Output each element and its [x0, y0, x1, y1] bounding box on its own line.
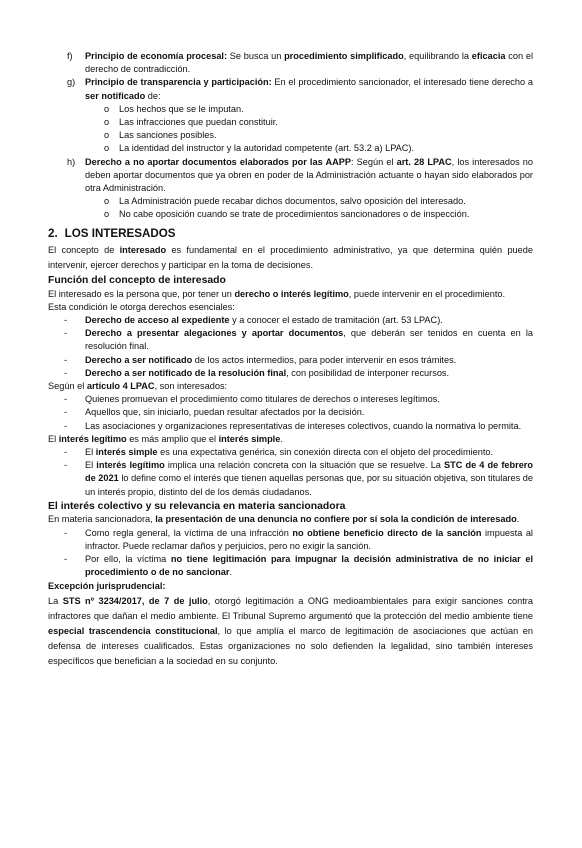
bullet-symbol: o: [104, 209, 110, 220]
dash-item: [48, 553, 533, 579]
text: es una expectativa genérica, sin conexión directa con el objeto del procedimiento.: [157, 446, 494, 457]
principle-title: Principio de transparencia y participación:: [85, 77, 272, 88]
dash-symbol: -: [64, 394, 68, 405]
section-number: 2.: [48, 226, 58, 240]
principle-f: [48, 50, 533, 76]
text: Por ello, la víctima: [85, 553, 171, 564]
bullet-symbol: o: [104, 196, 110, 207]
text: El: [85, 446, 96, 457]
text: , otorgó legitimación a ONG medioambientales para exigir sanciones contra infractores que dañan el medio ambiente. El Tribunal Supremo argumentó que la protección del medio ambiente tiene: [48, 595, 533, 621]
sub-bullet-text: La Administración puede recabar dichos documentos, salvo oposición del interesado.: [119, 196, 466, 207]
text: , que deberán ser tenidos en cuenta en la resolución final.: [85, 328, 533, 352]
section-intro: [48, 243, 533, 273]
text: es fundamental en el procedimiento administrativo, ya que determina quién puede intervenir, ejercer derechos y participar en la toma de decisiones.: [48, 244, 533, 270]
bold-text: Derecho de acceso al expediente: [85, 314, 230, 325]
sub-bullet: [48, 103, 533, 116]
text: con el derecho de contradicción.: [85, 51, 533, 75]
sub-bullet-text: Las infracciones que puedan constituir.: [119, 117, 278, 128]
bold-text: interés legítimo: [58, 433, 127, 444]
paragraph: Esta condición le otorga derechos esenciales:: [48, 301, 235, 312]
bold-text: interesado: [119, 244, 167, 255]
dash-item: [48, 459, 533, 499]
text: El: [85, 460, 97, 471]
dash-item: [48, 327, 533, 353]
dash-symbol: -: [64, 527, 68, 538]
text: El concepto de: [48, 244, 120, 255]
text: La: [48, 595, 63, 606]
principle-h: [48, 156, 533, 196]
text: En el procedimiento sancionador, el interesado tiene derecho a: [271, 77, 533, 88]
dash-symbol: -: [64, 420, 68, 431]
sub-bullet: [48, 129, 533, 142]
principle-g: [48, 76, 533, 102]
text: En materia sancionadora,: [48, 514, 156, 525]
dash-symbol: -: [64, 314, 68, 325]
list-label: h): [67, 156, 76, 167]
sub-bullet-text: Los hechos que se le imputan.: [119, 103, 244, 114]
text: , son interesados:: [154, 380, 228, 391]
bold-text: Derecho a ser notificado: [85, 354, 193, 365]
text: El: [48, 433, 59, 444]
text: Según el: [48, 380, 87, 391]
bold-text: interés simple: [95, 446, 158, 457]
bullet-symbol: o: [104, 130, 110, 141]
text: lo define como el interés que tienen aquellas personas que, por su situación objetiva, son titulares de un interés propio, distinto del de los demás ciudadanos.: [85, 473, 533, 497]
section-title: LOS INTERESADOS: [64, 226, 176, 240]
text: Las asociaciones y organizaciones representativas de intereses colectivos, cuando la normativa lo permita.: [85, 420, 522, 431]
bold-text: eficacia: [471, 51, 506, 61]
bullet-symbol: o: [104, 117, 110, 128]
dash-item: [48, 367, 533, 380]
bold-text: no tiene legitimación para impugnar la decisión administrativa de no iniciar el procedimiento o de no sancionar: [85, 553, 533, 578]
text: impuesta al infractor. Puede reclamar daños y perjuicios, pero no exigir la sanción.: [85, 527, 533, 551]
text: , puede intervenir en el procedimiento.: [348, 288, 506, 299]
bold-text: art. 28 LPAC: [396, 156, 452, 167]
text: .: [229, 567, 233, 578]
dash-symbol: -: [64, 446, 68, 457]
dash-item: [48, 527, 533, 553]
text: Aquellos que, sin iniciarlo, puedan resultar afectados por la decisión.: [85, 407, 365, 418]
text: , con posibilidad de interponer recursos.: [286, 367, 450, 378]
principle-title: Derecho a no aportar documentos elaborados por las AAPP: [85, 156, 351, 167]
bold-text: STS nº 3234/2017, de 7 de julio: [62, 595, 208, 606]
bullet-symbol: o: [104, 103, 110, 114]
paragraph: [48, 594, 533, 670]
principle-title: Principio de economía procesal:: [85, 51, 228, 61]
bold-text: STC de 4 de febrero de 2021: [85, 460, 533, 484]
bold-text: interés legítimo: [96, 460, 165, 471]
sub-bullet-text: Las sanciones posibles.: [119, 130, 217, 141]
dash-symbol: -: [64, 328, 68, 339]
dash-item: [48, 354, 533, 367]
sub-bullet: [48, 208, 533, 221]
text: : Según el: [351, 156, 397, 167]
dash-item: [48, 420, 533, 433]
paragraph: [48, 513, 533, 526]
text: de los actos intermedios, para poder intervenir en esos trámites.: [192, 354, 457, 365]
text: , los interesados no deben aportar documentos que ya obren en poder de la Administración actuante o hayan sido elaborados por otra Administración.: [85, 156, 533, 194]
text: y a conocer el estado de tramitación (art. 53 LPAC).: [229, 314, 443, 325]
text: El interesado es la persona que, por tener un: [48, 288, 235, 299]
bullet-symbol: o: [104, 143, 110, 154]
sub-bullet: [48, 116, 533, 129]
dash-item: [48, 406, 533, 419]
list-label: g): [67, 77, 76, 88]
subsection-heading: Función del concepto de interesado: [48, 275, 226, 287]
bold-text: Derecho a ser notificado de la resolución final: [85, 367, 287, 378]
dash-item: [48, 393, 533, 406]
sub-bullet-text: No cabe oposición cuando se trate de procedimientos sancionadores o de inspección.: [119, 209, 470, 220]
dash-symbol: -: [64, 354, 68, 365]
bold-text: interés simple: [218, 433, 281, 444]
text: de:: [145, 90, 161, 101]
text: Se busca un: [227, 51, 285, 61]
paragraph: [48, 288, 533, 301]
text: es más amplio que el: [126, 433, 219, 444]
paragraph: [48, 380, 533, 393]
bold-text: derecho o interés legítimo: [234, 288, 349, 299]
dash-symbol: -: [64, 407, 68, 418]
bold-text: la presentación de una denuncia no confiere por sí sola la condición de interesado: [155, 514, 517, 525]
text: .: [280, 433, 283, 444]
exception-heading: Excepción jurisprudencial:: [48, 581, 166, 592]
text: Quienes promuevan el procedimiento como titulares de derechos o intereses legítimos.: [85, 394, 440, 405]
sub-bullet: [48, 195, 533, 208]
section-heading: [48, 226, 533, 241]
document-page: [48, 50, 533, 670]
dash-item: [48, 314, 533, 327]
bold-text: especial trascendencia constitucional: [48, 625, 218, 636]
text: Como regla general, la víctima de una infracción: [85, 527, 293, 538]
bold-text: Derecho a presentar alegaciones y aportar documentos: [85, 328, 344, 339]
dash-symbol: -: [64, 367, 68, 378]
bold-text: ser notificado: [85, 90, 146, 101]
dash-item: [48, 446, 533, 459]
list-label: f): [67, 51, 73, 61]
bold-text: procedimiento simplificado: [284, 51, 404, 61]
text: .: [516, 514, 520, 525]
dash-symbol: -: [64, 460, 68, 471]
paragraph: [48, 433, 533, 446]
sub-bullet: [48, 142, 533, 155]
dash-symbol: -: [64, 553, 68, 564]
bold-text: artículo 4 LPAC: [86, 380, 155, 391]
subsection-heading: El interés colectivo y su relevancia en materia sancionadora: [48, 500, 346, 512]
sub-bullet-text: La identidad del instructor y la autoridad competente (art. 53.2 a) LPAC).: [119, 143, 415, 154]
text: , equilibrando la: [403, 51, 472, 61]
text: , lo que amplía el marco de legitimación de asociaciones que actúan en defensa de intereses cualificados. Estas organizaciones no solo defienden la legalidad, sino también intereses específicos que benefician a la sociedad en su conjunto.: [48, 625, 533, 667]
text: implica una relación concreta con la situación que se resuelve. La: [164, 460, 445, 471]
bold-text: no obtiene beneficio directo de la sanción: [292, 527, 482, 538]
